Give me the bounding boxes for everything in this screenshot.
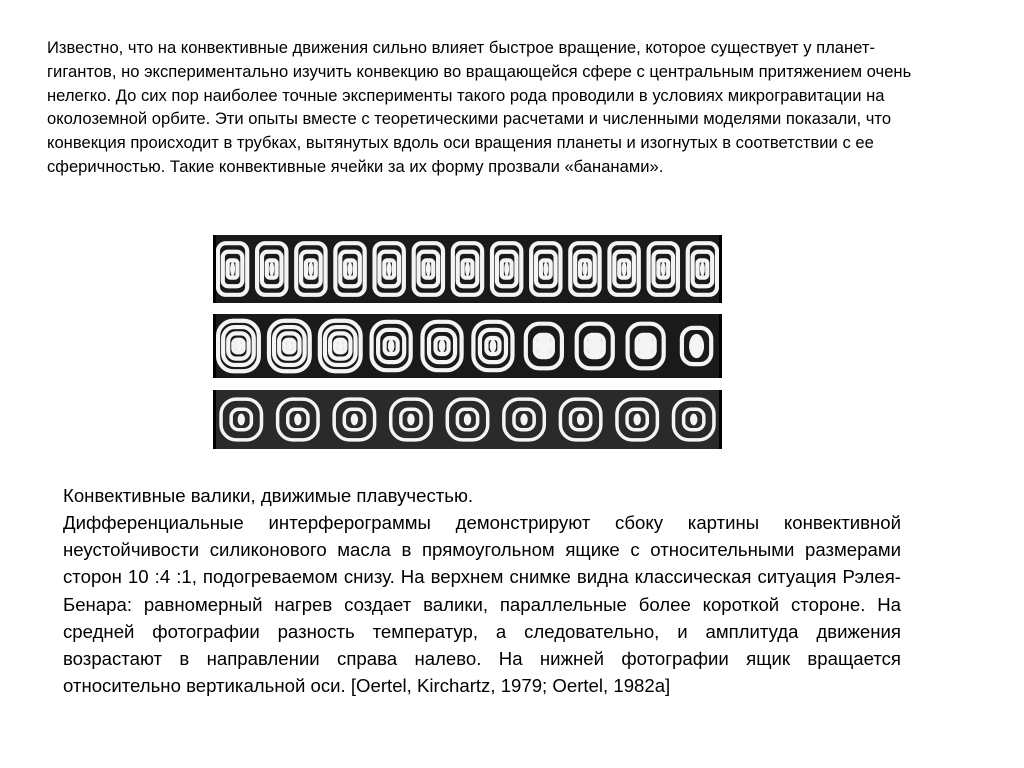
intro-paragraph: Известно, что на конвективные движения сильно влияет быстрое вращение, которое существует у планет-гигантов, но экспериментально изучить конвекцию во вращающейся сфере с центральным притяжением очень нелегко. До сих пор наиболее точные эксперименты такого рода проводили в условиях микрогравитации на околоземной орбите. Эти опыты вместе с теоретическими расчетами и численными моделями показали, что конвекция происходит в трубках, вытянутых вдоль оси вращения планеты и изогнутых в соответствии с ее сферичностью. Такие конвективные ячейки за их форму прозвали «бананами». <box>47 38 912 176</box>
caption-body: Дифференциальные интерферограммы демонстрируют сбоку картины конвективной неустойчивости силиконового масла в прямоугольном ящике с относительными размерами сторон 10 :4 :1, подогреваемом снизу. На верхнем снимке видна классическая ситуация Рэлея-Бенара: равномерный нагрев создает валики, параллельные более короткой стороне. На средней фотографии разность температур, а следовательно, и амплитуда движения возрастают в направлении справа налево. На нижней фотографии ящик вращается относительно вертикальной оси. [Oertel, Kirchartz, 1979; Oertel, 1982a] <box>63 512 901 697</box>
interferogram-figure <box>213 231 722 451</box>
interferogram-top-panel <box>213 235 722 303</box>
interferogram-middle-panel <box>213 314 722 378</box>
interferogram-bottom-panel <box>213 390 722 449</box>
caption-title: Конвективные валики, движимые плавучестью. <box>63 485 474 506</box>
